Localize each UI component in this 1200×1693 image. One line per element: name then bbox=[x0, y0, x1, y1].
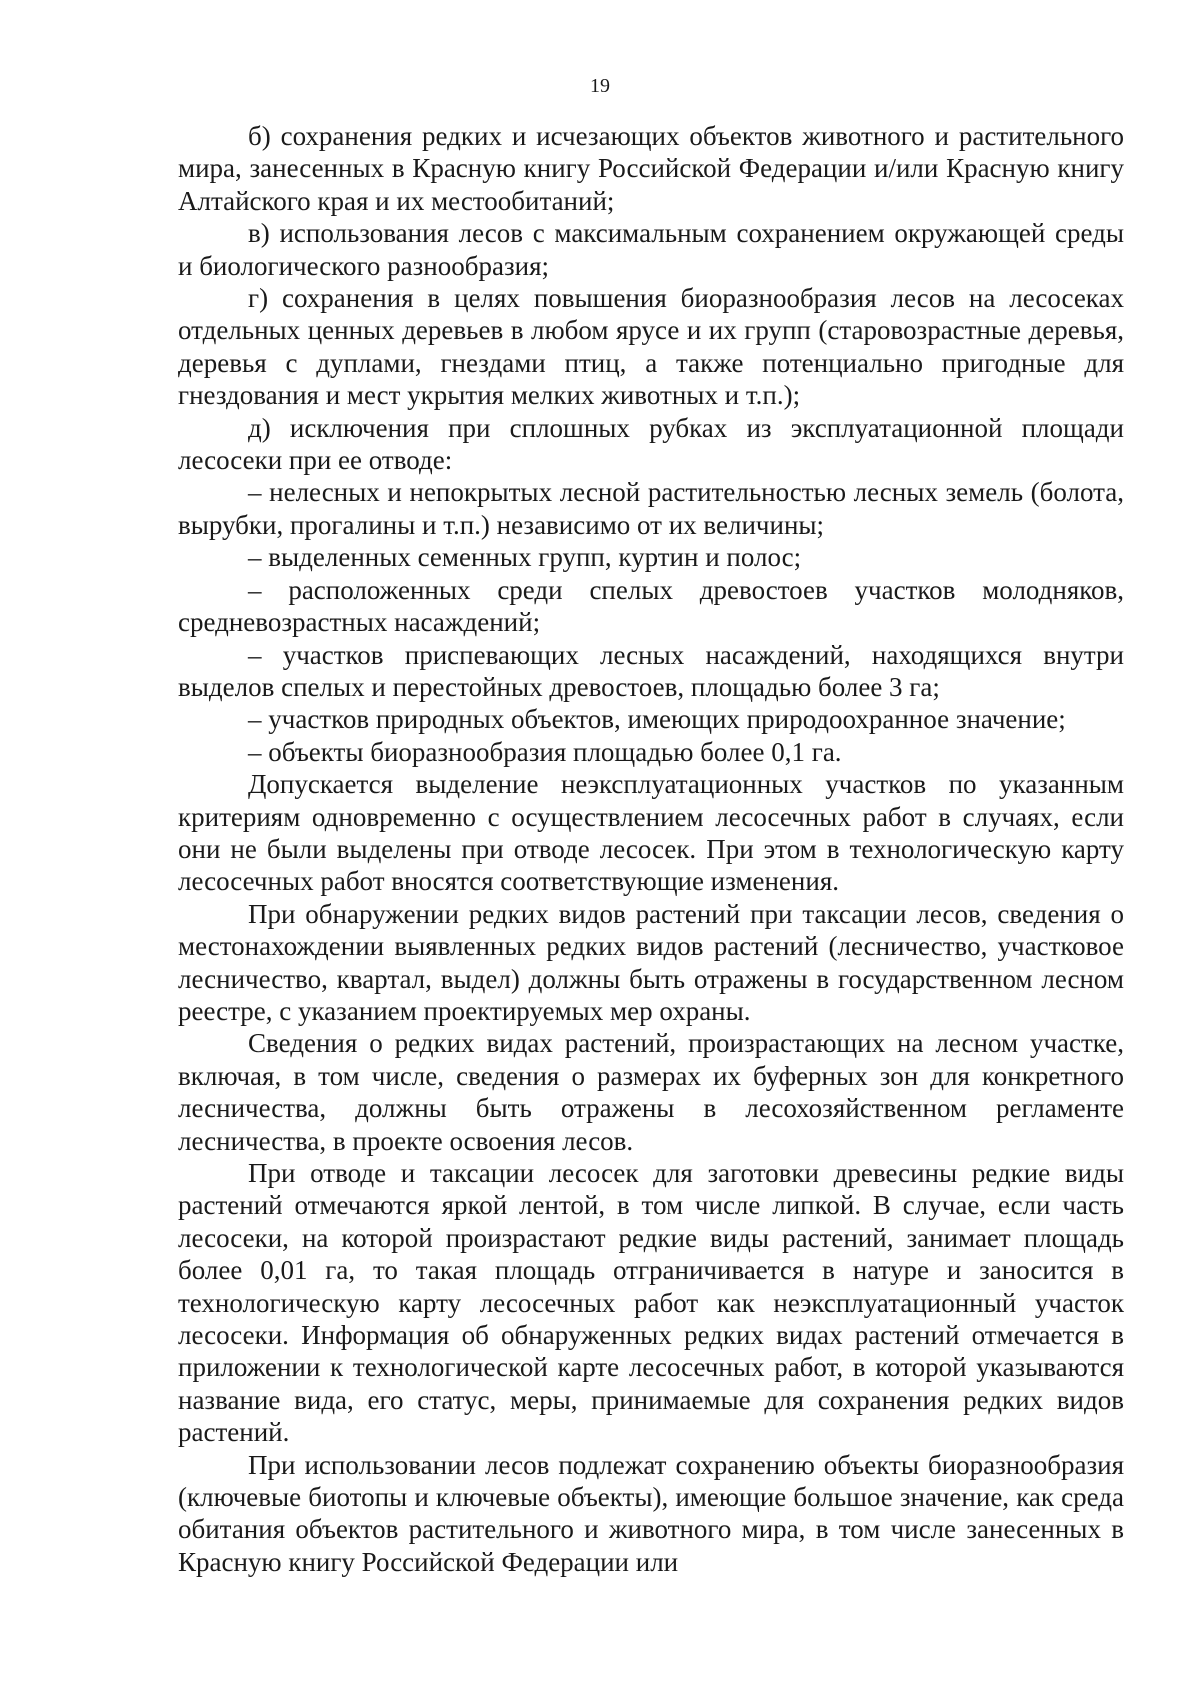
paragraph-rare-plants-discovery: При обнаружении редких видов растений при таксации лесов, сведения о местонахождении выявленных редких видов растений (лесничество, участковое лесничество, квартал, выдел) должны быть отражены в государственном лесном реестре, с указанием проектируемых мер охраны. bbox=[178, 898, 1124, 1026]
list-item-seed-groups: – выделенных семенных групп, куртин и полос; bbox=[248, 542, 802, 573]
paragraph-non-exploitation-areas: Допускается выделение неэксплуатационных участков по указанным критериям одновременно с осуществлением лесосечных работ в случаях, если они не были выделены при отводе лесосек. При этом в технологическую карту лесосечных работ вносятся соответствующие изменения. bbox=[178, 769, 1124, 897]
paragraph-rare-plants-info: Сведения о редких видах растений, произрастающих на лесном участке, включая, в том числе, сведения о размерах их буферных зон для конкретного лесничества, должны быть отражены в лесохозяйственном регламенте лесничества, в проекте освоения лесов. bbox=[178, 1028, 1124, 1156]
paragraph-allotment-taxation: При отводе и таксации лесосек для заготовки древесины редкие виды растений отмечаются яркой лентой, в том числе липкой. В случае, если часть лесосеки, на которой произрастают редкие виды растений, занимает площадь более 0,01 га, то такая площадь отграничивается в натуре и заносится в технологическую карту лесосечных работ как неэксплуатационный участок лесосеки. Информация об обнаруженных редких видах растений отмечается в приложении к технологической карте лесосечных работ, в которой указываются название вида, его статус, меры, принимаемые для сохранения редких видов растений. bbox=[178, 1158, 1124, 1448]
page-number: 19 bbox=[590, 75, 610, 97]
paragraph-item-d: д) исключения при сплошных рубках из эксплуатационной площади лесосеки при ее отводе: bbox=[178, 412, 1124, 476]
list-item-maturing-stands: – участков приспевающих лесных насаждений, находящихся внутри выделов спелых и перестойных древостоев, площадью более 3 га; bbox=[178, 639, 1124, 702]
list-item-young-stands: – расположенных среди спелых древостоев участков молодняков, средневозрастных насаждений; bbox=[178, 574, 1124, 638]
list-item-biodiversity-objects: – объекты биоразнообразия площадью более 0,1 га. bbox=[248, 736, 842, 767]
document-body bbox=[178, 120, 1124, 1578]
paragraph-biodiversity-preservation: При использовании лесов подлежат сохранению объекты биоразнообразия (ключевые биотопы и ключевые объекты), имеющие большое значение, как среда обитания объектов растительного и животного мира, в том числе занесенных в Красную книгу Российской Федерации или bbox=[178, 1449, 1124, 1577]
paragraph-item-b: б) сохранения редких и исчезающих объектов животного и растительного мира, занесенных в Красную книгу Российской Федерации и/или Красную книгу Алтайского края и их местообитаний; bbox=[178, 121, 1124, 216]
list-item-natural-objects: – участков природных объектов, имеющих природоохранное значение; bbox=[248, 704, 1066, 735]
paragraph-item-v: в) использования лесов с максимальным сохранением окружающей среды и биологического разнообразия; bbox=[178, 218, 1124, 281]
paragraph-item-g: г) сохранения в целях повышения биоразнообразия лесов на лесосеках отдельных ценных деревьев в любом ярусе и их групп (старовозрастные деревья, деревья с дуплами, гнездами птиц, а также потенциально пригодные для гнездования и мест укрытия мелких животных и т.п.); bbox=[178, 283, 1124, 411]
list-item-non-forest-lands: – нелесных и непокрытых лесной растительностью лесных земель (болота, вырубки, прогалины и т.п.) независимо от их величины; bbox=[178, 477, 1124, 540]
